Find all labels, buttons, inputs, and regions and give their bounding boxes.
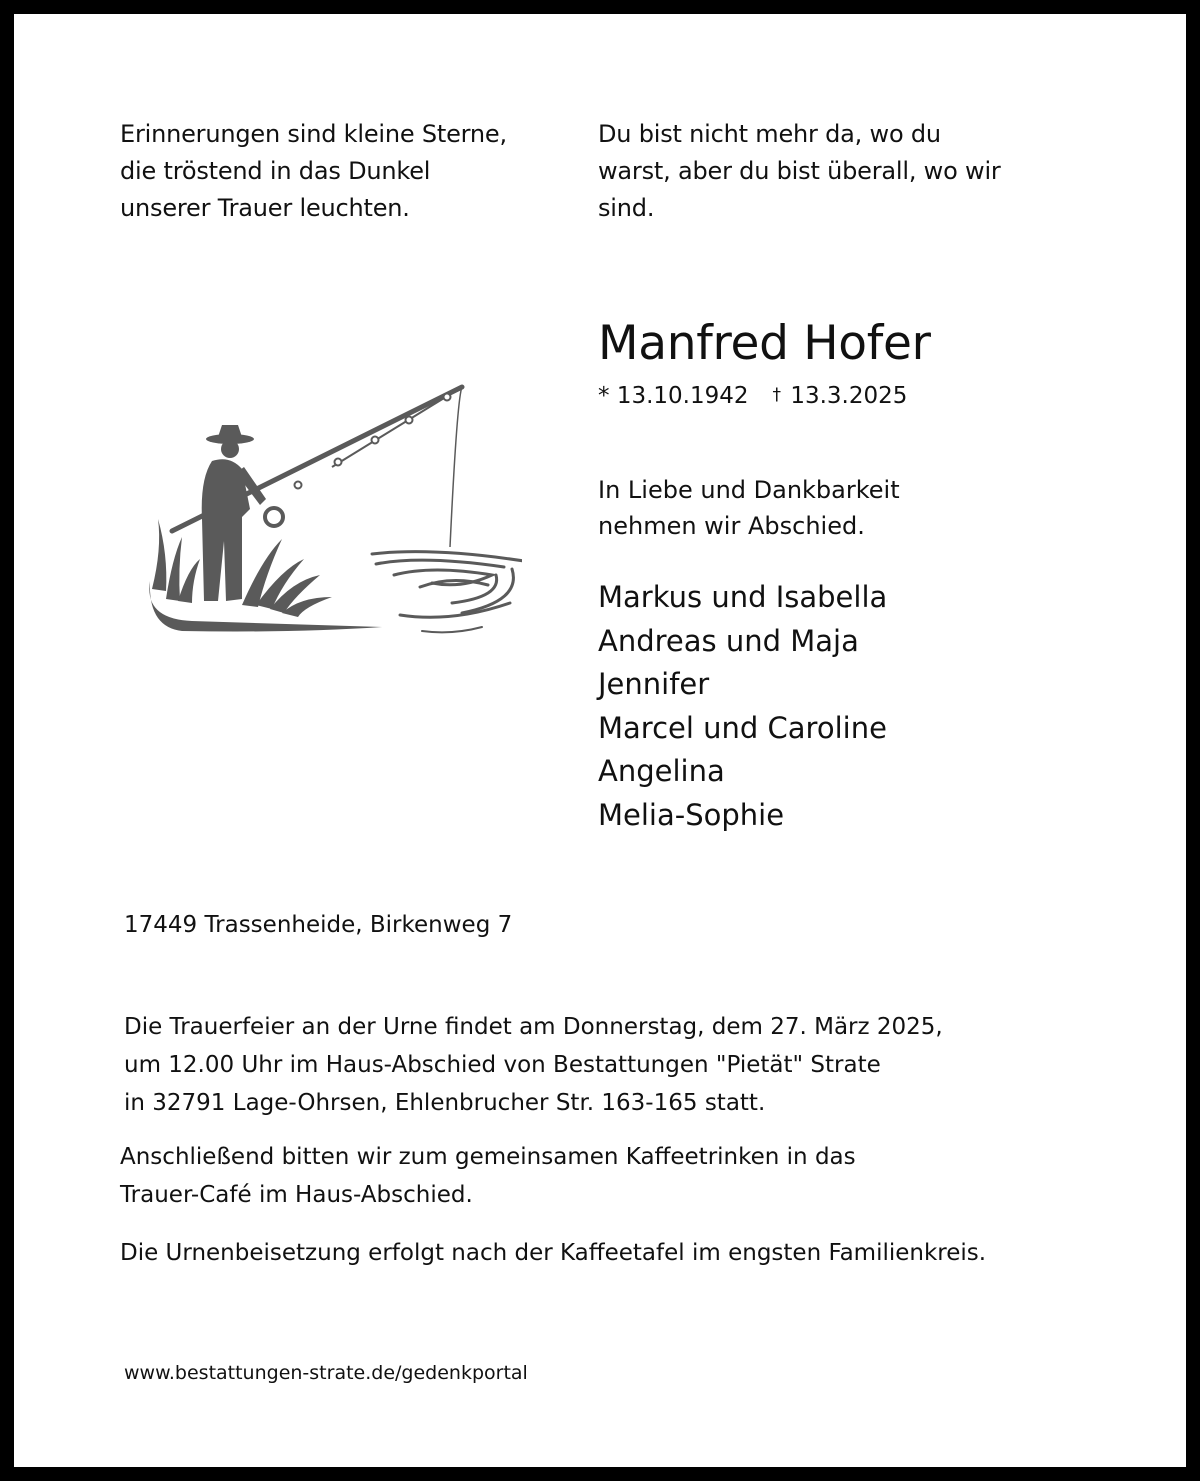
ceremony-info bbox=[124, 1008, 943, 1122]
ceremony-line: Die Trauerfeier an der Urne findet am Donnerstag, dem 27. März 2025, bbox=[124, 1014, 943, 1040]
poem-right-line: Du bist nicht mehr da, wo du bbox=[598, 120, 941, 148]
coffee-line: Anschließend bitten wir zum gemeinsamen Kaffeetrinken in das bbox=[120, 1144, 856, 1170]
deceased-name: Manfred Hofer bbox=[598, 316, 931, 371]
coffee-info bbox=[120, 1138, 856, 1214]
ceremony-line: in 32791 Lage-Ohrsen, Ehlenbrucher Str. 163-165 statt. bbox=[124, 1090, 766, 1116]
poem-right bbox=[598, 116, 1058, 227]
ceremony-line: um 12.00 Uhr im Haus-Abschied von Bestattungen "Pietät" Strate bbox=[124, 1052, 881, 1078]
life-dates bbox=[598, 380, 907, 411]
poem-left-line: unserer Trauer leuchten. bbox=[120, 194, 410, 222]
poem-left-line: Erinnerungen sind kleine Sterne, bbox=[120, 120, 507, 148]
mourner-name: Jennifer bbox=[598, 667, 710, 702]
obituary-notice bbox=[14, 14, 1186, 1467]
mourners-list bbox=[598, 576, 887, 838]
poem-left-line: die tröstend in das Dunkel bbox=[120, 157, 431, 185]
poem-right-line: sind. bbox=[598, 194, 655, 222]
mourner-name: Marcel und Caroline bbox=[598, 710, 887, 745]
farewell-text bbox=[598, 472, 900, 544]
burial-info: Die Urnenbeisetzung erfolgt nach der Kaffeetafel im engsten Familienkreis. bbox=[120, 1240, 987, 1266]
mourner-name: Angelina bbox=[598, 754, 725, 789]
poem-right-line: warst, aber du bist überall, wo wir bbox=[598, 157, 1001, 185]
memorial-portal-link[interactable]: www.bestattungen-strate.de/gedenkportal bbox=[124, 1362, 528, 1384]
mourner-name: Andreas und Maja bbox=[598, 623, 859, 658]
died-symbol: † bbox=[772, 385, 782, 405]
poem-left bbox=[120, 116, 560, 227]
fisherman-icon bbox=[132, 369, 522, 639]
death-date: 13.3.2025 bbox=[790, 383, 908, 409]
mourner-name: Markus und Isabella bbox=[598, 580, 888, 614]
mourner-name: Melia-Sophie bbox=[598, 797, 785, 832]
born-symbol: * bbox=[598, 383, 610, 409]
farewell-line: nehmen wir Abschied. bbox=[598, 512, 865, 540]
farewell-line: In Liebe und Dankbarkeit bbox=[598, 476, 900, 504]
coffee-line: Trauer-Café im Haus-Abschied. bbox=[120, 1182, 473, 1208]
birth-date: 13.10.1942 bbox=[616, 383, 749, 409]
family-address: 17449 Trassenheide, Birkenweg 7 bbox=[124, 912, 513, 938]
